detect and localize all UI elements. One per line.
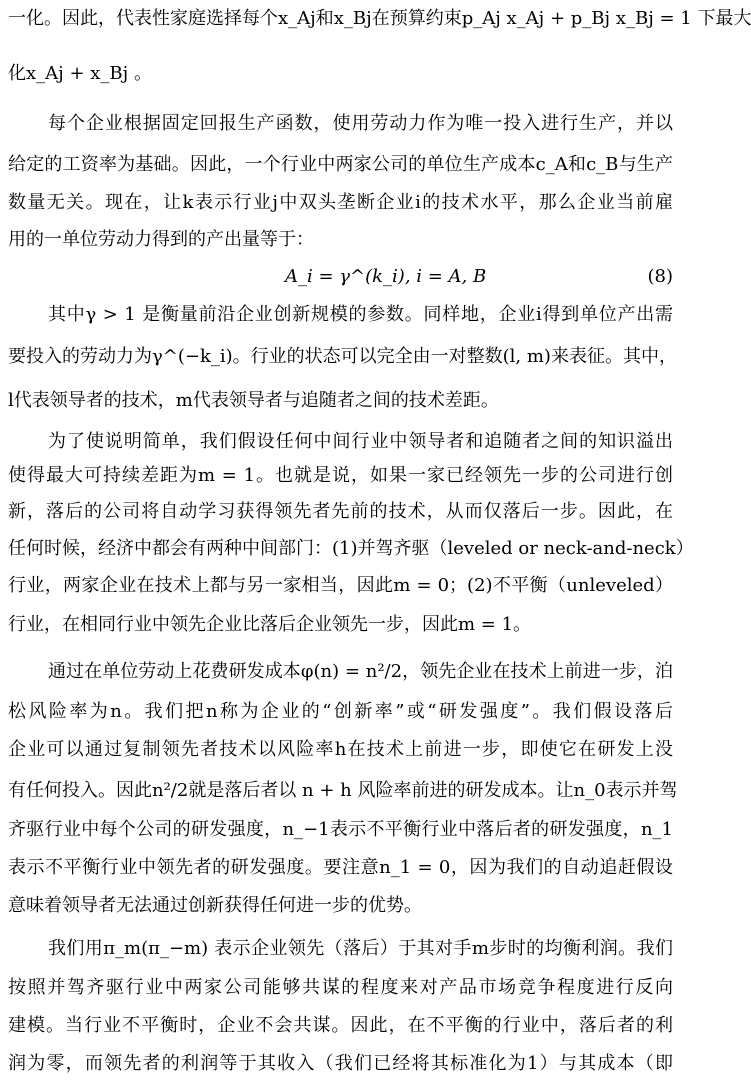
text-line: 使得最大可持续差距为m = 1。也就是说，如果一家已经领先一步的公司进行创 [8, 465, 673, 486]
text-line: 松风险率为n。我们把n称为企业的“创新率”或“研发强度”。我们假设落后 [8, 701, 673, 722]
text-line: 要投入的劳动力为γ^(−k_i)。行业的状态可以完全由一对整数(l, m)来表征。其中， [8, 346, 677, 367]
text-line: 行业，在相同行业中领先企业比落后企业领先一步，因此m = 1。 [8, 614, 532, 635]
text-line: 企业可以通过复制领先者技术以风险率h在技术上前进一步，即使它在研发上没 [8, 739, 673, 760]
text-line: l代表领导者的技术，m代表领导者与追随者之间的技术差距。 [8, 390, 499, 411]
text-line: 新，落后的公司将自动学习获得领先者先前的技术，从而仅落后一步。因此，在 [8, 501, 673, 522]
text-line: 我们用π_m(π_−m) 表示企业领先（落后）于其对手m步时的均衡利润。我们 [48, 938, 673, 959]
text-line: 其中γ > 1 是衡量前沿企业创新规模的参数。同样地，企业i得到单位产出需 [48, 304, 673, 325]
text-line: 每个企业根据固定回报生产函数，使用劳动力作为唯一投入进行生产，并以 [48, 113, 673, 134]
text-line: 数量无关。现在，让k表示行业j中双头垄断企业i的技术水平，那么企业当前雇 [8, 192, 673, 213]
text-line: 按照并驾齐驱行业中两家公司能够共谋的程度来对产品市场竞争程度进行反向 [8, 977, 673, 998]
text-line: 用的一单位劳动力得到的产出量等于： [8, 229, 314, 250]
text-line: 有任何投入。因此n²/2就是落后者以 n + h 风险率前进的研发成本。让n_0表示并驾 [8, 780, 678, 801]
text-line: 意味着领导者无法通过创新获得任何进一步的优势。 [8, 895, 422, 916]
text-line: 一化。因此，代表性家庭选择每个x_Aj和x_Bj在预算约束p_Aj x_Aj + p_Bj x_Bj = 1 下最大 [8, 8, 751, 29]
equation-number: (8) [647, 266, 673, 287]
text-line: 齐驱行业中每个公司的研发强度，n_−1表示不平衡行业中落后者的研发强度，n_1 [8, 819, 673, 840]
text-line: 为了使说明简单，我们假设任何中间行业中领导者和追随者之间的知识溢出 [48, 431, 673, 452]
text-line: 表示不平衡行业中领先者的研发强度。要注意n_1 = 0，因为我们的自动追赶假设 [8, 857, 673, 878]
text-line: 任何时候，经济中都会有两种中间部门：(1)并驾齐驱（leveled or neck-and-neck） [8, 538, 694, 559]
text-line: 给定的工资率为基础。因此，一个行业中两家公司的单位生产成本c_A和c_B与生产 [8, 154, 673, 175]
text-line: 润为零，而领先者的利润等于其收入（我们已经将其标准化为1）与其成本（即 [8, 1053, 673, 1074]
text-line: 建模。当行业不平衡时，企业不会共谋。因此，在不平衡的行业中，落后者的利 [8, 1015, 673, 1036]
equation-body: A_i = γ^(k_i), i = A, B [285, 266, 487, 287]
text-line: 行业，两家企业在技术上都与另一家相当，因此m = 0；(2)不平衡（unleveled） [8, 575, 673, 596]
text-line: 通过在单位劳动上花费研发成本φ(n) = n²/2，领先企业在技术上前进一步，泊 [48, 661, 673, 682]
text-line: 化x_Aj + x_Bj 。 [8, 63, 152, 84]
